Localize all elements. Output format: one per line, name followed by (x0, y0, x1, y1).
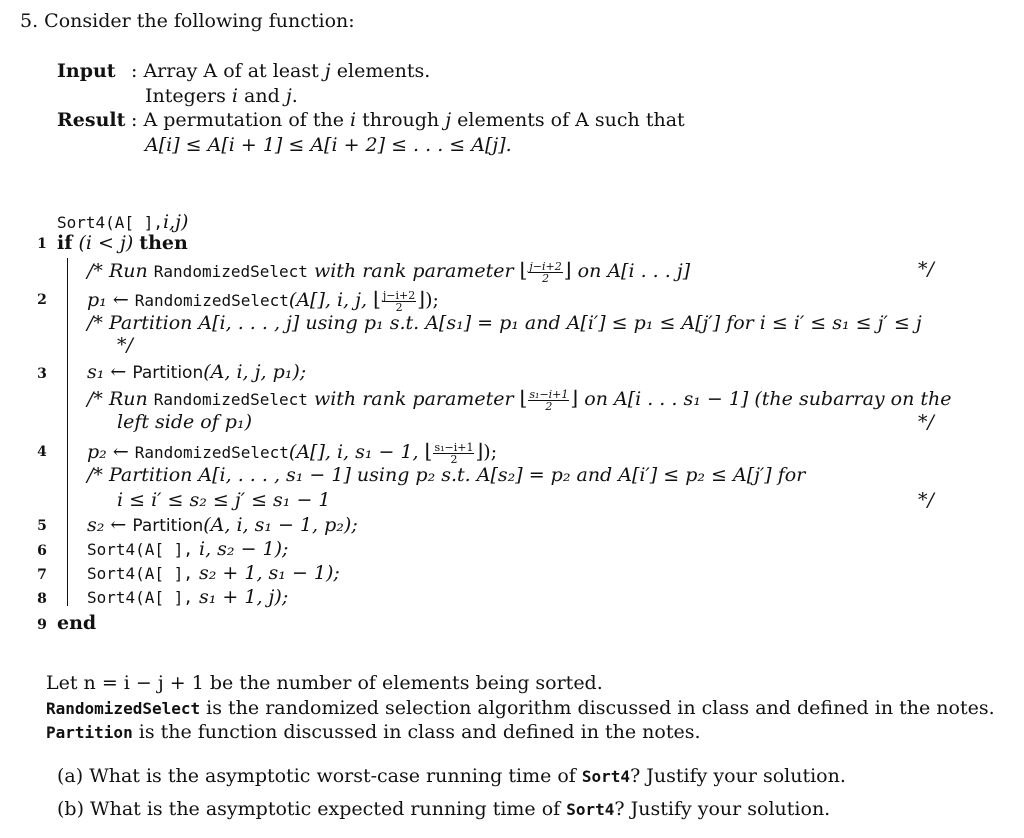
comment-partition-2: /* Partition A[i, . . . , s₁ − 1] using p₂ s.t. A[s₂] = p₂ and A[i′] ≤ p₂ ≤ A[j′] for (87, 464, 806, 486)
line-number-6: 6 (37, 543, 47, 559)
line-number-9: 9 (37, 617, 47, 633)
block-bar-2 (67, 326, 68, 606)
problem-header: 5. Consider the following function: (20, 10, 355, 32)
input-label: Input (57, 60, 116, 82)
note-n-definition: Let n = i − j + 1 be the number of elements being sorted. (46, 672, 603, 694)
line-number-5: 5 (37, 518, 47, 534)
algorithm-signature: Sort4(A[ ],i,j) (57, 211, 189, 233)
question-a: (a) What is the asymptotic worst-case running time of Sort4? Justify your solution. (57, 765, 846, 787)
comment-partition-2-cont: i ≤ i′ ≤ s₂ ≤ j′ ≤ s₁ − 1 (117, 489, 331, 511)
line-8-code: Sort4(A[ ], s₁ + 1, j); (87, 586, 289, 608)
result-line-1: : A permutation of the i through j elements of A such that (131, 109, 685, 131)
result-line-2: A[i] ≤ A[i + 1] ≤ A[i + 2] ≤ . . . ≤ A[j]. (145, 134, 512, 156)
line-3-code: s₁ ← Partition(A, i, j, p₁); (87, 361, 307, 383)
comment-end-2: */ (117, 334, 133, 356)
result-label: Result (57, 109, 126, 131)
line-number-7: 7 (37, 567, 47, 583)
line-7-code: Sort4(A[ ], s₂ + 1, s₁ − 1); (87, 562, 340, 584)
note-randomized-select: RandomizedSelect is the randomized selection algorithm discussed in class and defined in the notes. (46, 697, 995, 719)
comment-run-select-2: /* Run RandomizedSelect with rank parameter ⌊ $\frac{\text{s₁−i+1}}{2}$ ⌋ on A[i . . . s₁ − 1] (the subarray on the (87, 386, 952, 413)
line-number-8: 8 (37, 591, 47, 607)
comment-end-3: */ (918, 411, 934, 433)
input-line-2: Integers i and j. (145, 85, 298, 107)
input-line-1: : Array A of at least j elements. (131, 60, 431, 82)
line-6-code: Sort4(A[ ], i, s₂ − 1); (87, 538, 289, 560)
comment-partition-1: /* Partition A[i, . . . , j] using p₁ s.t. A[s₁] = p₁ and A[i′] ≤ p₁ ≤ A[j′] for i ≤ i′ ≤ s₁ ≤ j′ ≤ j (87, 312, 922, 334)
comment-end-1: */ (918, 258, 934, 280)
line-number-1: 1 (37, 236, 47, 252)
comment-end-4: */ (918, 489, 934, 511)
comment-left-side: left side of p₁) (117, 411, 253, 433)
line-number-2: 2 (37, 292, 47, 308)
line-2-code: p₁ ← RandomizedSelect(A[], i, j, ⌊ $\frac{j-i+2}{2}$ ⌋); (87, 287, 439, 314)
line-number-3: 3 (37, 366, 47, 382)
line-9-end: end (57, 612, 97, 634)
line-4-code: p₂ ← RandomizedSelect(A[], i, s₁ − 1, ⌊ $\frac{\text{s₁−i+1}}{2}$ ⌋); (87, 439, 498, 466)
question-b: (b) What is the asymptotic expected running time of Sort4? Justify your solution. (57, 798, 831, 820)
line-5-code: s₂ ← Partition(A, i, s₁ − 1, p₂); (87, 514, 358, 536)
line-1-if: if (i < j) then (57, 232, 188, 254)
comment-run-select-1: /* Run RandomizedSelect with rank parameter ⌊ $\frac{j-i+2}{2}$ ⌋ on A[i . . . j] (87, 258, 691, 285)
line-number-4: 4 (37, 444, 47, 460)
note-partition: Partition is the function discussed in class and defined in the notes. (46, 721, 701, 743)
block-bar-1 (67, 258, 68, 326)
